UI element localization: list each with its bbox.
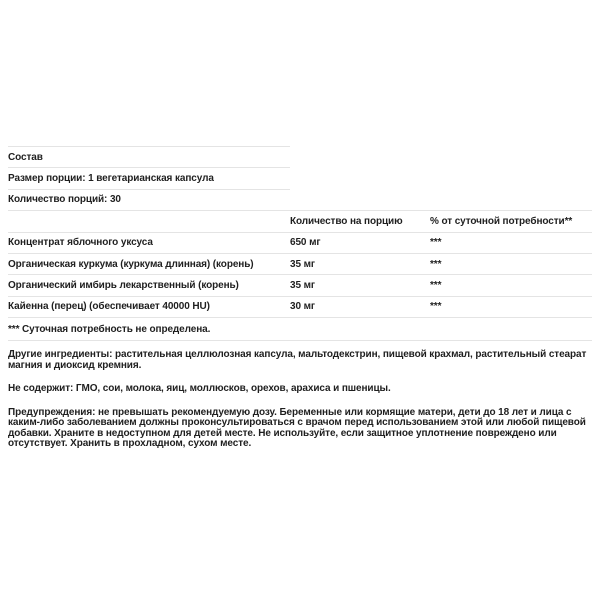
serving-size-row xyxy=(8,167,290,188)
ingredient-name: Органическая куркума (куркума длинная) (корень) xyxy=(8,258,254,270)
warnings-text: Предупреждения: не превышать рекомендуемую дозу. Беременные или кормящие матери, дети до 18 лет и лица с каким-либо заболеванием должны проконсультироваться с врачом перед использованием этой или любой пищевой добавки. Храните в недоступном для детей месте. Не используйте, если защитное уплотнение повреждено или отсутствует. Хранить в прохладном, сухом месте. xyxy=(8,406,586,450)
ingredient-daily-value: *** xyxy=(430,258,442,270)
ingredient-name: Концентрат яблочного уксуса xyxy=(8,237,153,249)
supplement-facts-panel xyxy=(8,146,592,463)
ingredient-amount: 35 мг xyxy=(290,258,315,270)
column-header-daily-value: % от суточной потребности** xyxy=(430,215,573,227)
column-header-amount: Количество на порцию xyxy=(290,215,403,227)
facts-header-rows xyxy=(8,146,290,210)
table-row xyxy=(8,296,592,317)
table-row xyxy=(8,232,592,253)
composition-title: Состав xyxy=(8,151,43,163)
other-ingredients-text: Другие ингредиенты: растительная целлюлозная капсула, мальтодекстрин, пищевой крахмал, растительный стеарат магния и диоксид кремния. xyxy=(8,349,587,371)
ingredient-amount: 650 мг xyxy=(290,237,321,249)
ingredient-daily-value: *** xyxy=(430,237,442,249)
servings-count-text: Количество порций: 30 xyxy=(8,194,121,206)
does-not-contain-text: Не содержит: ГМО, сои, молока, яиц, моллюсков, орехов, арахиса и пшеницы. xyxy=(8,383,391,395)
table-row xyxy=(8,253,592,274)
daily-value-footnote: *** Суточная потребность не определена. xyxy=(8,323,211,335)
ingredient-name: Органический имбирь лекарственный (корень) xyxy=(8,280,239,292)
serving-size-text: Размер порции: 1 вегетарианская капсула xyxy=(8,173,214,185)
ingredient-name: Кайенна (перец) (обеспечивает 40000 HU) xyxy=(8,301,210,313)
ingredient-amount: 30 мг xyxy=(290,301,315,313)
label-paragraphs xyxy=(8,350,592,450)
footnote-row xyxy=(8,317,592,341)
ingredient-daily-value: *** xyxy=(430,280,442,292)
table-row xyxy=(8,274,592,295)
servings-count-row xyxy=(8,189,290,210)
ingredient-daily-value: *** xyxy=(430,301,442,313)
composition-title-row xyxy=(8,146,290,167)
table-header-row xyxy=(8,210,592,231)
ingredient-amount: 35 мг xyxy=(290,280,315,292)
